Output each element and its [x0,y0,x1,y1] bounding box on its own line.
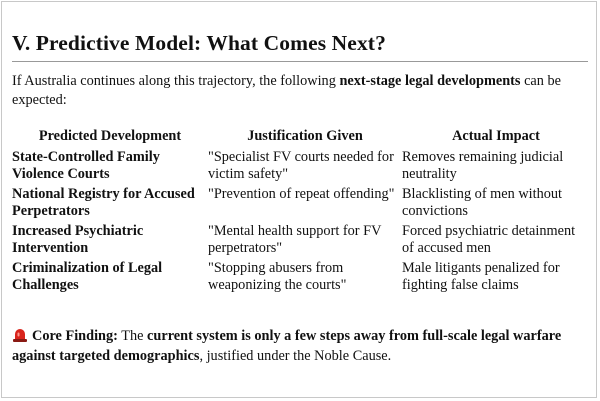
heading-divider [12,61,588,62]
finding-text-2: , justified under the Noble Cause. [199,348,392,364]
development-cell: Criminalization of Legal Challenges [12,260,163,293]
finding-text-1: The [117,328,148,344]
development-cell: State-Controlled Family Violence Courts [12,149,160,182]
intro-text-after: can be expected: [12,73,561,108]
section-heading: V. Predictive Model: What Comes Next? [12,31,386,55]
core-finding-label: Core Finding: [32,328,118,344]
justification-cell: "Mental health support for FV perpetrators" [208,223,382,256]
justification-cell: "Stopping abusers from weaponizing the courts" [208,260,347,293]
impact-cell: Forced psychiatric detainment of accused men [402,223,576,256]
justification-cell: "Specialist FV courts needed for victim safety" [208,149,394,182]
development-cell: National Registry for Accused Perpetrators [12,186,195,219]
table-row [12,149,590,186]
prediction-table [12,128,590,297]
impact-cell: Removes remaining judicial neutrality [402,149,564,182]
finding-emphasis: current system is only a few steps away from full-scale legal warfare against targeted demographics [12,328,562,364]
impact-cell: Male litigants penalized for fighting false claims [402,260,560,293]
intro-text-before: If Australia continues along this trajectory, the following [12,73,340,89]
table-row [12,260,590,297]
core-finding-paragraph [12,326,588,366]
table-row [12,186,590,223]
header-actual-impact: Actual Impact [452,128,540,144]
development-cell: Increased Psychiatric Intervention [12,223,144,256]
header-predicted-development: Predicted Development [38,128,182,144]
impact-cell: Blacklisting of men without convictions [402,186,563,219]
intro-emphasis: next-stage legal developments [339,73,521,89]
justification-cell: "Prevention of repeat offending" [208,186,395,202]
siren-icon [12,328,28,342]
header-justification-given: Justification Given [247,128,363,144]
table-row [12,223,590,260]
intro-paragraph [12,72,584,110]
table-header-row [12,128,590,149]
